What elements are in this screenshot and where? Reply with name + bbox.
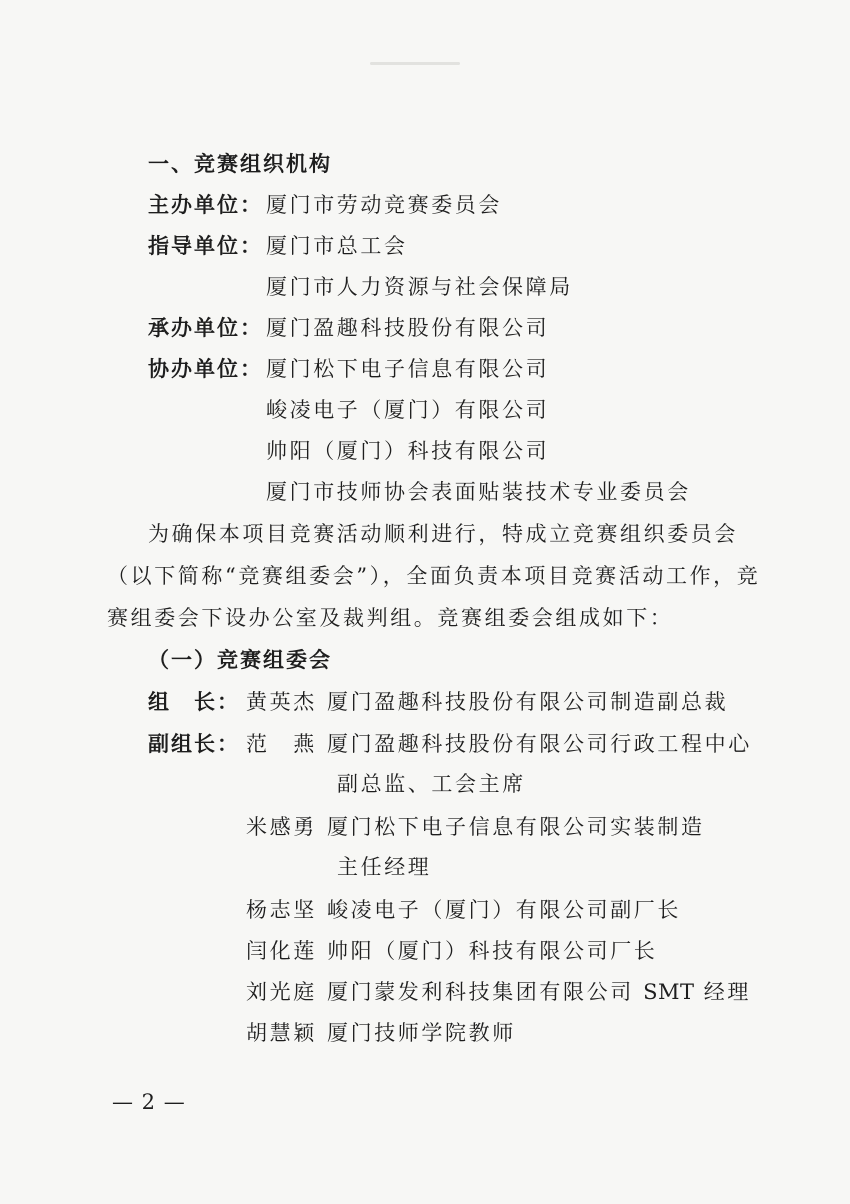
coorganizer-value-3: 帅阳（厦门）科技有限公司 [266,439,550,463]
paragraph-line-3: 赛组委会下设办公室及裁判组。竞赛组委会组成如下： [107,606,674,630]
scan-mark [370,62,460,65]
deputy-title-company: 厦门蒙发利科技集团有限公司 [327,980,634,1004]
deputy-title: 厦门技师学院教师 [327,1021,516,1045]
coorganizer-label: 协办单位： [148,357,263,381]
deputy-label: 副组长： [148,732,240,756]
leader-label: 组 长： [148,690,240,714]
organizer-label: 承办单位： [148,316,263,340]
deputy-title: 厦门盈趣科技股份有限公司行政工程中心 [327,732,752,756]
deputy-name: 胡慧颖 [246,1021,317,1045]
organizer-value: 厦门盈趣科技股份有限公司 [266,316,550,340]
deputy-name: 范 燕 [246,732,317,756]
coorganizer-value-4: 厦门市技师协会表面贴装技术专业委员会 [266,480,691,504]
host-value: 厦门市劳动竞赛委员会 [266,193,502,217]
section-heading: 一、竞赛组织机构 [148,152,332,176]
paragraph-line-2: （以下简称“竞赛组委会”），全面负责本项目竞赛活动工作，竞 [107,564,761,588]
deputy-title [327,978,751,1006]
coorganizer-value-2: 峻凌电子（厦门）有限公司 [266,398,550,422]
deputy-name: 米感勇 [246,815,317,839]
deputy-title: 帅阳（厦门）科技有限公司厂长 [327,939,658,963]
leader-name: 黄英杰 [246,690,317,714]
host-label: 主办单位： [148,193,263,217]
deputy-name: 刘光庭 [246,980,317,1004]
guide-value-1: 厦门市总工会 [266,234,408,258]
committee-heading: （一）竞赛组委会 [148,648,332,672]
deputy-name: 闫化莲 [246,939,317,963]
deputy-title-role: 经理 [703,980,751,1004]
guide-label: 指导单位： [148,234,263,258]
coorganizer-value-1: 厦门松下电子信息有限公司 [266,357,550,381]
deputy-name: 杨志坚 [246,898,317,922]
deputy-title-cont: 主任经理 [337,855,432,879]
deputy-title: 峻凌电子（厦门）有限公司副厂长 [327,898,681,922]
deputy-title-dept: SMT [643,980,695,1004]
deputy-title: 厦门松下电子信息有限公司实装制造 [327,815,705,839]
guide-value-2: 厦门市人力资源与社会保障局 [266,275,573,299]
page-number: — 2 — [112,1090,186,1114]
paragraph-line-1: 为确保本项目竞赛活动顺利进行，特成立竞赛组织委员会 [148,522,738,546]
deputy-title-cont: 副总监、工会主席 [337,772,526,796]
leader-title: 厦门盈趣科技股份有限公司制造副总裁 [327,690,729,714]
